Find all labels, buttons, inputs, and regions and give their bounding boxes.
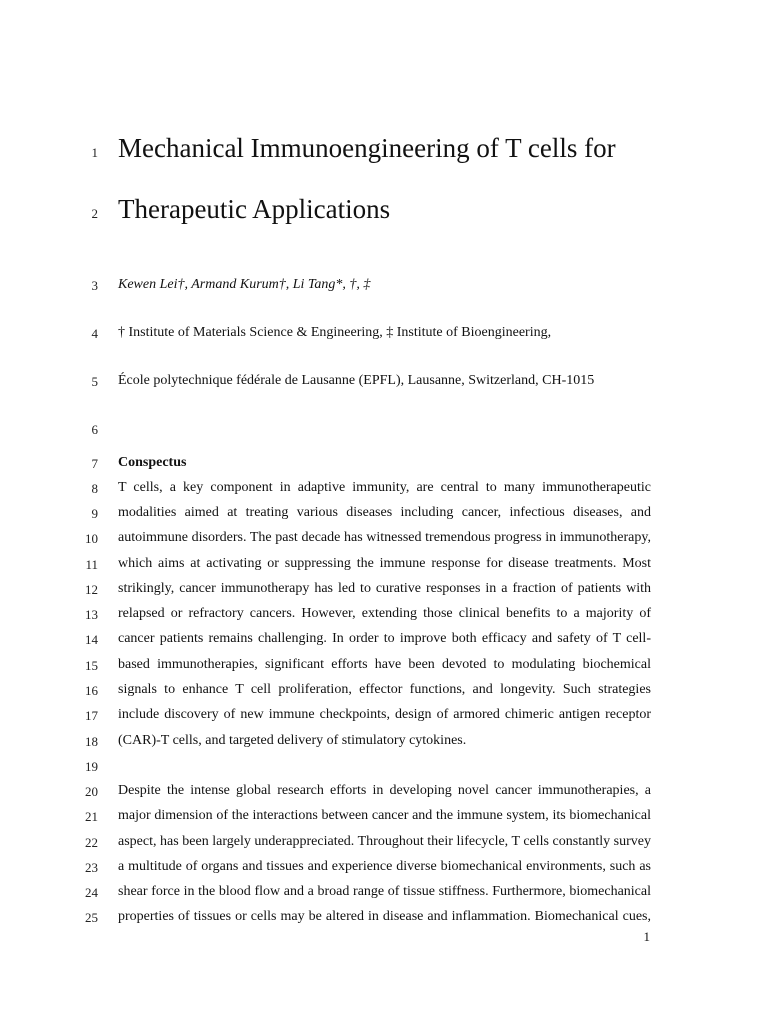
body-line: a multitude of organs and tissues and experience diverse biomechanical environments, such as [118, 859, 651, 874]
line-number: 3 [91, 278, 98, 293]
line-number: 16 [85, 683, 98, 698]
body-line: cancer patients remains challenging. In order to improve both efficacy and safety of T cell- [118, 631, 651, 646]
line-number: 6 [91, 422, 98, 437]
authors: Kewen Lei†, Armand Kurum†, Li Tang*, †, ‡ [118, 277, 371, 292]
line-number: 20 [85, 784, 98, 799]
line-number: 13 [85, 607, 98, 622]
line-number: 7 [91, 456, 98, 471]
body-line: autoimmune disorders. The past decade has witnessed tremendous progress in immunotherapy, [118, 530, 651, 545]
line-number: 17 [85, 708, 98, 723]
line-number: 19 [85, 759, 98, 774]
line-number: 15 [85, 658, 98, 673]
body-line: properties of tissues or cells may be altered in disease and inflammation. Biomechanical cues, [118, 909, 651, 924]
line-number: 8 [91, 481, 98, 496]
line-number: 22 [85, 835, 98, 850]
body-line: T cells, a key component in adaptive immunity, are central to many immunotherapeutic [118, 480, 651, 495]
title-line-2: Therapeutic Applications [118, 194, 391, 224]
title-line-1: Mechanical Immunoengineering of T cells for [118, 133, 616, 163]
line-number: 1 [91, 145, 98, 160]
line-number: 25 [85, 910, 98, 925]
body-line: aspect, has been largely underappreciated. Throughout their lifecycle, T cells constantly survey [118, 834, 651, 849]
line-number: 9 [91, 506, 98, 521]
body-line: signals to enhance T cell proliferation, effector functions, and longevity. Such strategies [118, 682, 651, 697]
body-line: based immunotherapies, significant efforts have been devoted to modulating biochemical [118, 657, 651, 672]
line-number: 4 [91, 326, 98, 341]
line-number: 5 [91, 374, 98, 389]
line-number: 24 [85, 885, 98, 900]
body-line: (CAR)-T cells, and targeted delivery of stimulatory cytokines. [118, 733, 467, 748]
body-line: shear force in the blood flow and a broad range of tissue stiffness. Furthermore, biomechanical [118, 884, 651, 899]
line-number: 12 [85, 582, 98, 597]
body-line: major dimension of the interactions between cancer and the immune system, its biomechanical [118, 808, 651, 823]
body-line: which aims at activating or suppressing the immune response for disease treatments. Most [118, 556, 651, 571]
line-number: 11 [85, 557, 98, 572]
affiliation-1: † Institute of Materials Science & Engineering, ‡ Institute of Bioengineering, [118, 325, 552, 340]
body-line: modalities aimed at treating various diseases including cancer, infectious diseases, and [118, 505, 651, 520]
line-number: 21 [85, 809, 98, 824]
section-heading: Conspectus [118, 455, 187, 470]
body-line: include discovery of new immune checkpoints, design of armored chimeric antigen receptor [118, 707, 651, 722]
body-line: relapsed or refractory cancers. However, extending those clinical benefits to a majority of [118, 606, 651, 621]
line-number: 2 [91, 206, 98, 221]
body-line: Despite the intense global research efforts in developing novel cancer immunotherapies, a [118, 783, 651, 798]
line-number: 14 [85, 632, 98, 647]
line-number: 23 [85, 860, 98, 875]
body-line: strikingly, cancer immunotherapy has led to curative responses in a fraction of patients with [118, 581, 651, 596]
affiliation-2: École polytechnique fédérale de Lausanne (EPFL), Lausanne, Switzerland, CH-1015 [118, 373, 595, 388]
line-number: 10 [85, 531, 98, 546]
page-number: 1 [643, 929, 650, 944]
line-number: 18 [85, 734, 98, 749]
